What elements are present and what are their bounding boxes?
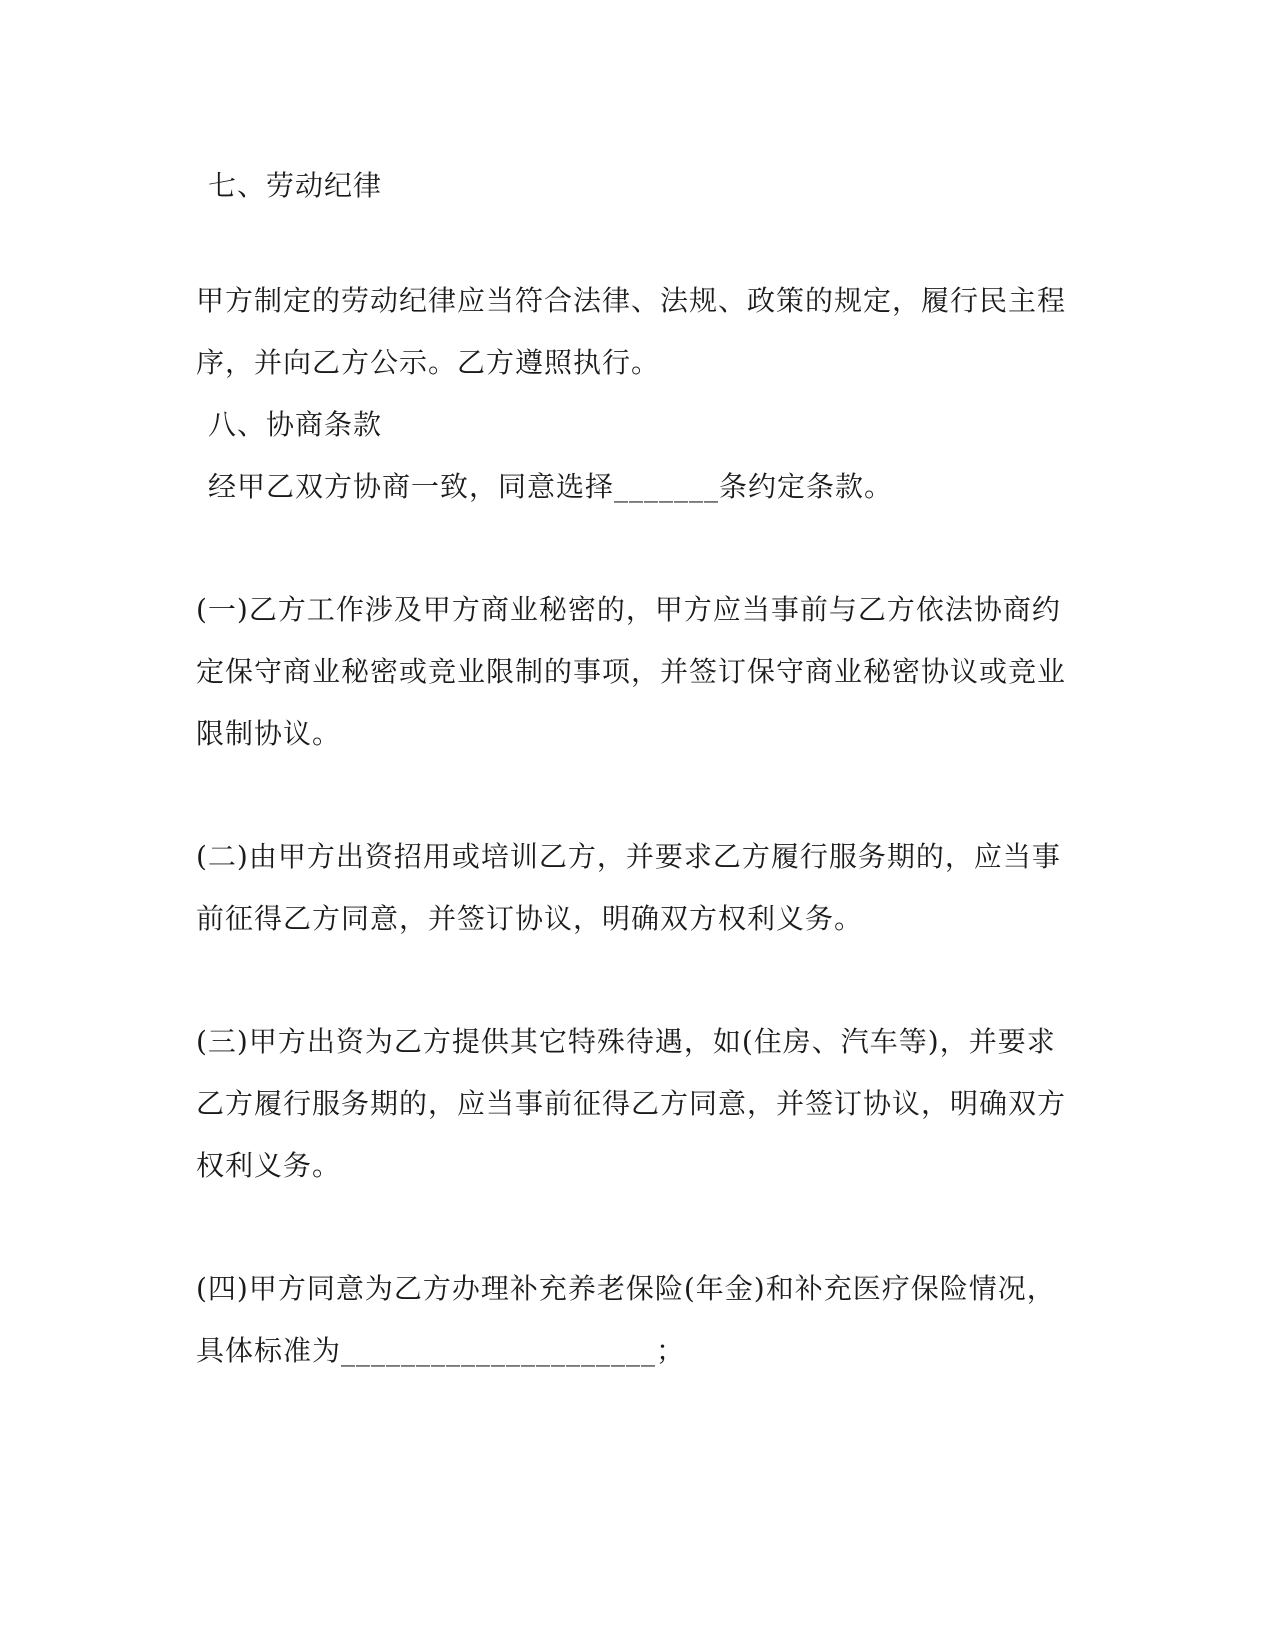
section-8-intro: 经甲乙双方协商一致，同意选择_______条约定条款。 — [208, 470, 894, 503]
clause-4-line-2: 具体标准为_____________________； — [196, 1334, 686, 1367]
clause-1-line-1: (一)乙方工作涉及甲方商业秘密的，甲方应当事前与乙方依法协商约 — [196, 593, 1061, 626]
section-7-line-2: 序，并向乙方公示。乙方遵照执行。 — [196, 346, 661, 379]
clause-1-line-2: 定保守商业秘密或竞业限制的事项，并签订保守商业秘密协议或竞业 — [196, 655, 1067, 688]
clause-3-line-2: 乙方履行服务期的，应当事前征得乙方同意，并签订协议，明确双方 — [196, 1087, 1067, 1120]
clause-1-line-3: 限制协议。 — [196, 717, 342, 750]
clause-3-line-1: (三)甲方出资为乙方提供其它特殊待遇，如(住房、汽车等)，并要求 — [196, 1025, 1056, 1058]
clause-2-line-1: (二)由甲方出资招用或培训乙方，并要求乙方履行服务期的，应当事 — [196, 840, 1061, 873]
clause-4-line-1: (四)甲方同意为乙方办理补充养老保险(年金)和补充医疗保险情况， — [196, 1272, 1056, 1305]
section-7-heading: 七、劳动纪律 — [208, 169, 383, 202]
section-8-heading: 八、协商条款 — [208, 408, 383, 441]
section-7-line-1: 甲方制定的劳动纪律应当符合法律、法规、政策的规定，履行民主程 — [196, 284, 1067, 317]
clause-3-line-3: 权利义务。 — [196, 1149, 342, 1182]
clause-2-line-2: 前征得乙方同意，并签订协议，明确双方权利义务。 — [196, 902, 864, 935]
